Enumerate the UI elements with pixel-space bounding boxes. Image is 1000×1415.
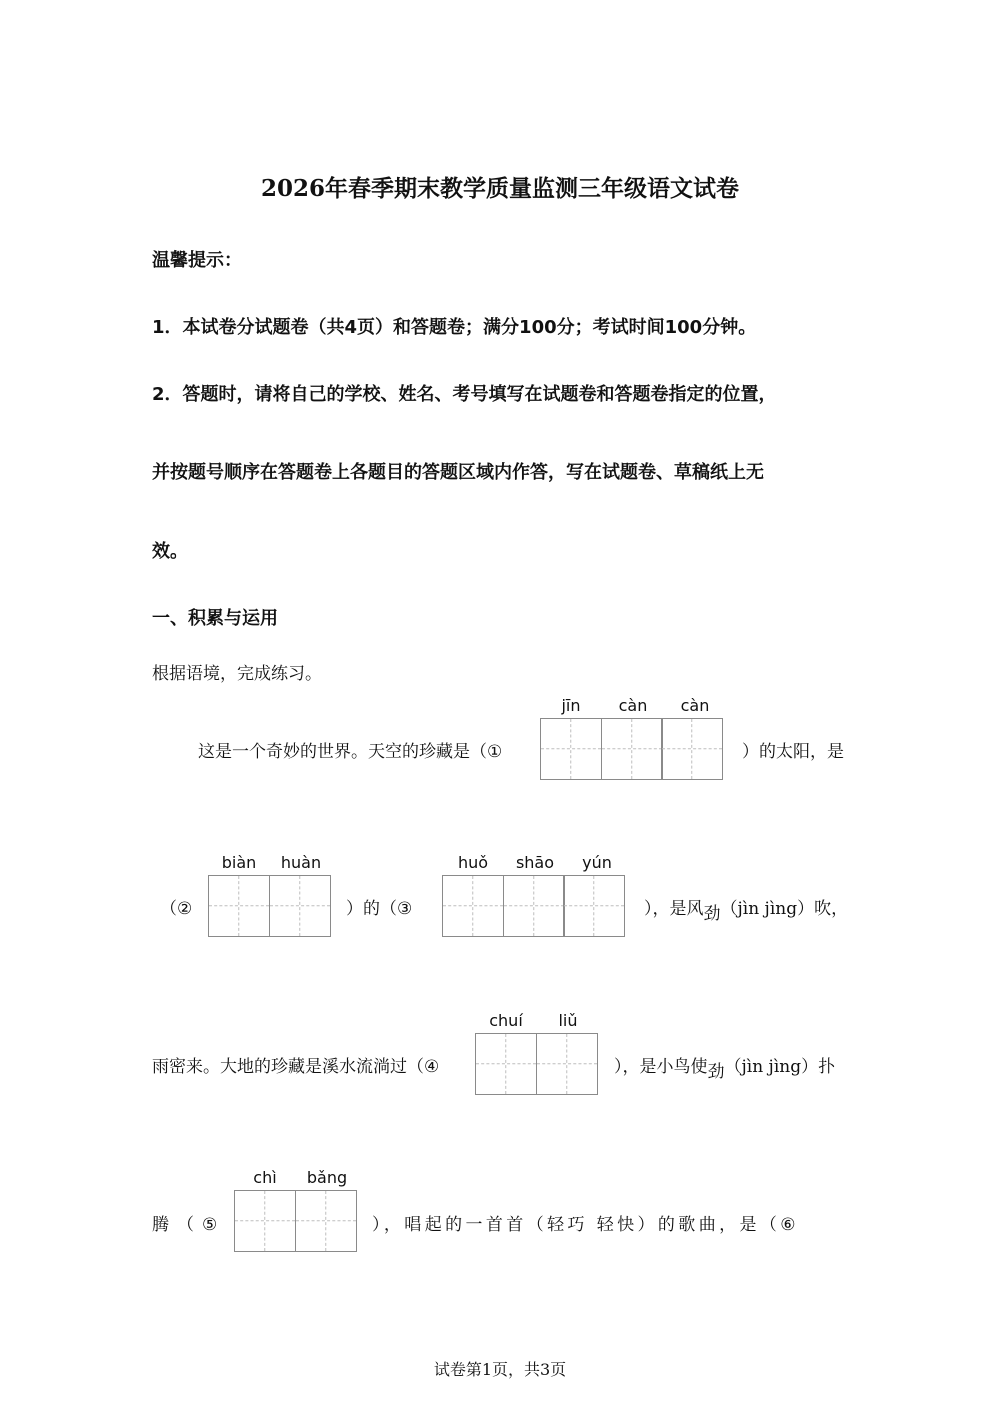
passage-line-3-after (614, 1052, 836, 1082)
passage-line-4-after: ），唱起的一首首（轻巧 轻快）的歌曲，是（⑥ (372, 1215, 799, 1235)
tian-zi-ge-cell[interactable] (269, 875, 331, 937)
tian-zi-ge-cell[interactable] (540, 718, 602, 780)
pinyin: biàn (221, 853, 257, 872)
passage-text: ），是风 (644, 899, 704, 919)
answer-grid-5[interactable] (234, 1190, 355, 1252)
tian-zi-ge-cell[interactable] (503, 875, 565, 937)
tian-zi-ge-cell[interactable] (661, 718, 723, 780)
notice-item-2-line-3: 效。 (152, 541, 188, 562)
passage-line-4-before: 腾（⑤ (152, 1215, 226, 1235)
tian-zi-ge-cell[interactable] (536, 1033, 598, 1095)
pinyin: shāo (515, 853, 555, 872)
pronunciation-choice: （jìn jìng）吹， (720, 899, 849, 919)
pinyin: liǔ (558, 1011, 578, 1030)
answer-grid-2[interactable] (208, 875, 329, 937)
notice-item-1: 1．本试卷分试题卷（共4页）和答题卷；满分100分；考试时间100分钟。 (152, 317, 757, 338)
pinyin: bǎng (306, 1168, 348, 1187)
passage-line-1-after: ）的太阳，是 (742, 742, 844, 762)
pinyin-row-2 (208, 853, 332, 872)
polyphone-char: 劲 (703, 904, 721, 924)
pinyin: chuí (489, 1011, 523, 1030)
pinyin: yún (582, 853, 612, 872)
answer-grid-1[interactable] (540, 718, 722, 780)
pinyin-row-3 (442, 853, 628, 872)
pronunciation-choice: （jìn jìng）扑 (724, 1057, 836, 1077)
passage-text: ），是小鸟使 (614, 1057, 708, 1077)
page-footer: 试卷第1页，共3页 (433, 1360, 567, 1379)
answer-grid-3[interactable] (442, 875, 624, 937)
tian-zi-ge-cell[interactable] (601, 718, 663, 780)
section-instruction: 根据语境，完成练习。 (152, 664, 322, 684)
pinyin: càn (680, 696, 710, 715)
tian-zi-ge-cell[interactable] (234, 1190, 296, 1252)
pinyin-row-1 (540, 696, 726, 715)
tian-zi-ge-cell[interactable] (475, 1033, 537, 1095)
pinyin: huǒ (457, 853, 489, 872)
tian-zi-ge-cell[interactable] (208, 875, 270, 937)
notice-heading: 温馨提示： (152, 250, 242, 271)
passage-line-3-before: 雨密来。大地的珍藏是溪水流淌过（④ (152, 1057, 440, 1077)
passage-line-2-after (644, 894, 849, 924)
pinyin-row-4 (475, 1011, 599, 1030)
tian-zi-ge-cell[interactable] (563, 875, 625, 937)
pinyin: huàn (280, 853, 322, 872)
tian-zi-ge-cell[interactable] (295, 1190, 357, 1252)
pinyin: càn (618, 696, 648, 715)
passage-line-1-before: 这是一个奇妙的世界。天空的珍藏是（① (198, 742, 503, 762)
answer-grid-4[interactable] (475, 1033, 596, 1095)
pinyin: chì (253, 1168, 277, 1187)
section-heading: 一、积累与运用 (152, 608, 278, 629)
blank-3-open: ）的（③ (346, 899, 413, 919)
polyphone-char: 劲 (707, 1062, 725, 1082)
pinyin-row-5 (234, 1168, 358, 1187)
blank-2-open: （② (160, 899, 193, 919)
notice-item-2-line-1: 2．答题时，请将自己的学校、姓名、考号填写在试题卷和答题卷指定的位置， (152, 384, 777, 405)
exam-title: 2026年春季期末教学质量监测三年级语文试卷 (260, 175, 739, 202)
pinyin: jīn (561, 696, 581, 715)
notice-item-2-line-2: 并按题号顺序在答题卷上各题目的答题区域内作答，写在试题卷、草稿纸上无 (152, 462, 764, 483)
tian-zi-ge-cell[interactable] (442, 875, 504, 937)
